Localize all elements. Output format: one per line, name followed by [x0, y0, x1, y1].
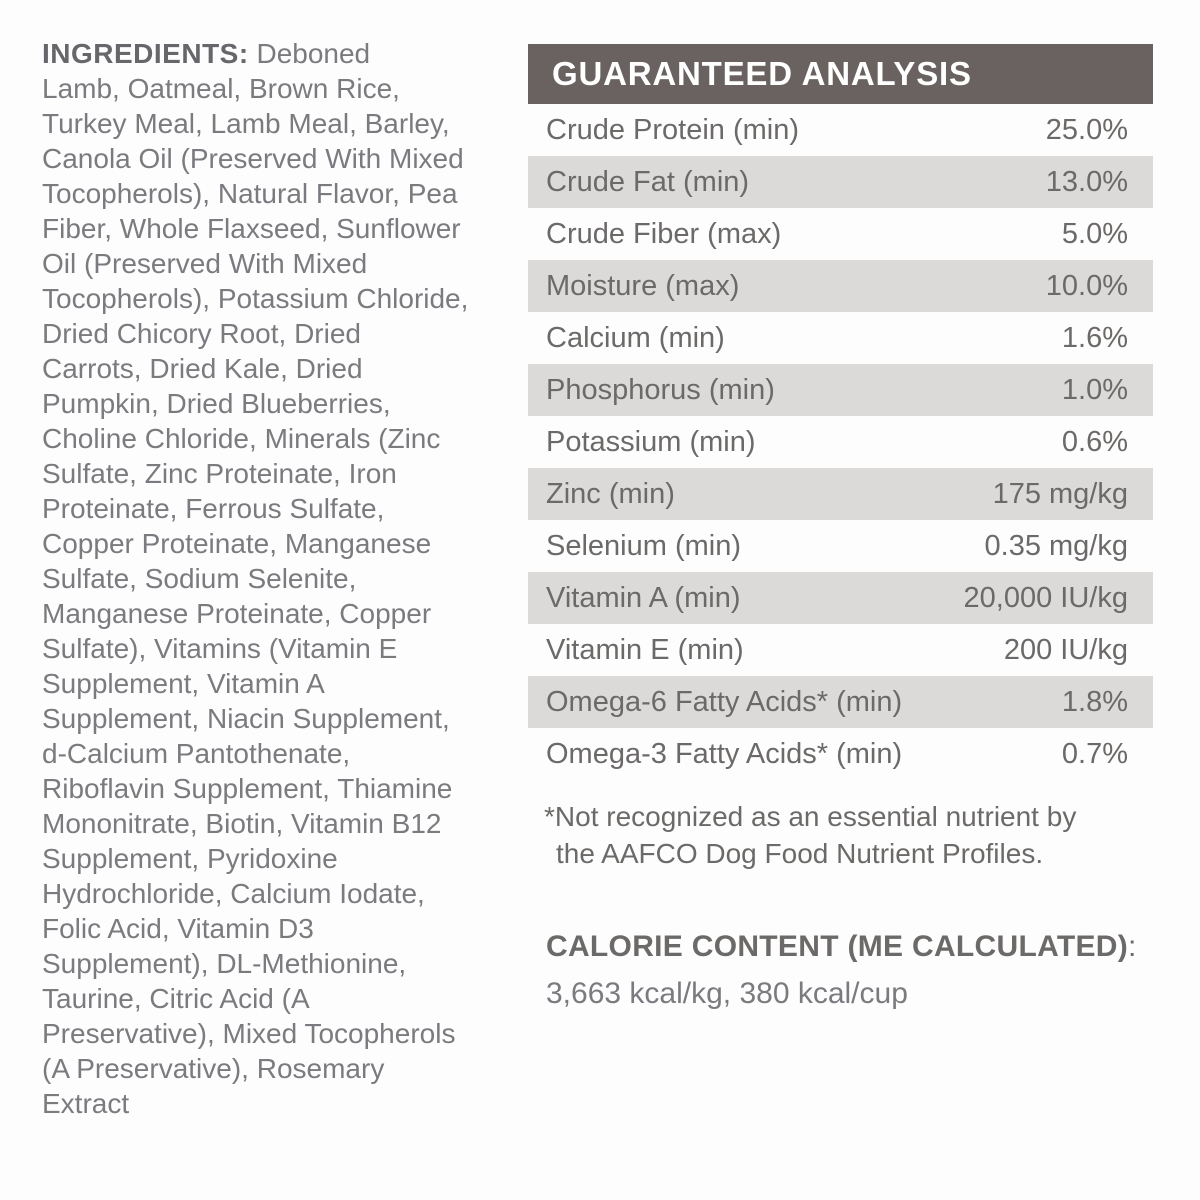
- analysis-row-value: 200 IU/kg: [1003, 633, 1128, 666]
- analysis-row: [528, 624, 1153, 676]
- analysis-row-value: 13.0%: [1045, 165, 1128, 198]
- guaranteed-analysis-title: GUARANTEED ANALYSIS: [552, 55, 972, 92]
- analysis-row: [528, 572, 1153, 624]
- guaranteed-analysis-table: [528, 104, 1153, 780]
- calorie-content-title-text: CALORIE CONTENT (ME CALCULATED): [546, 930, 1129, 963]
- ingredients-line: Supplement), DL-Methionine,: [42, 948, 407, 979]
- ingredients-line: Sulfate, Zinc Proteinate, Iron: [42, 458, 397, 489]
- analysis-row: [528, 416, 1153, 468]
- ingredients-line: Turkey Meal, Lamb Meal, Barley,: [42, 108, 450, 139]
- ingredients-line: Proteinate, Ferrous Sulfate,: [42, 493, 385, 524]
- ingredients-line: Folic Acid, Vitamin D3: [42, 913, 314, 944]
- ingredients-section: [42, 36, 512, 1121]
- analysis-row-label: Potassium (min): [546, 425, 756, 458]
- analysis-row-label: Vitamin E (min): [546, 633, 744, 666]
- analysis-row: [528, 312, 1153, 364]
- guaranteed-analysis-section: [528, 44, 1153, 1013]
- analysis-row-label: Vitamin A (min): [546, 581, 741, 614]
- analysis-row-value: 10.0%: [1045, 269, 1128, 302]
- analysis-row-value: 0.6%: [1061, 425, 1128, 458]
- ingredients-line: Supplement, Pyridoxine: [42, 843, 338, 874]
- analysis-row: [528, 364, 1153, 416]
- ingredients-line: Sulfate), Vitamins (Vitamin E: [42, 633, 398, 664]
- ingredients-line: Pumpkin, Dried Blueberries,: [42, 388, 391, 419]
- analysis-row-label: Omega-6 Fatty Acids* (min): [546, 685, 903, 718]
- ingredients-line: Riboflavin Supplement, Thiamine: [42, 773, 453, 804]
- analysis-row-label: Crude Fat (min): [546, 165, 750, 198]
- analysis-row: [528, 260, 1153, 312]
- analysis-row-label: Selenium (min): [546, 529, 741, 562]
- analysis-row: [528, 520, 1153, 572]
- ingredients-line: (A Preservative), Rosemary: [42, 1053, 385, 1084]
- ingredients-line: Mononitrate, Biotin, Vitamin B12: [42, 808, 442, 839]
- analysis-row: [528, 728, 1153, 780]
- analysis-row-label: Omega-3 Fatty Acids* (min): [546, 737, 903, 770]
- analysis-row-value: 20,000 IU/kg: [963, 581, 1128, 614]
- analysis-row-label: Crude Protein (min): [546, 113, 800, 146]
- ingredients-line: INGREDIENTS: Deboned: [42, 38, 371, 69]
- analysis-row-value: 175 mg/kg: [992, 477, 1128, 510]
- ingredients-line: Supplement, Vitamin A: [42, 668, 325, 699]
- footnote-line-1: *Not recognized as an essential nutrient by: [544, 801, 1077, 832]
- ingredients-line: Canola Oil (Preserved With Mixed: [42, 143, 464, 174]
- analysis-row-value: 0.7%: [1061, 737, 1128, 770]
- ingredients-line: Carrots, Dried Kale, Dried: [42, 353, 363, 384]
- calorie-content-section: [528, 928, 1153, 1013]
- ingredients-line: Taurine, Citric Acid (A: [42, 983, 310, 1014]
- ingredients-line: Lamb, Oatmeal, Brown Rice,: [42, 73, 400, 104]
- ingredients-line: Extract: [42, 1088, 130, 1119]
- guaranteed-analysis-header: [528, 44, 1153, 104]
- ingredients-line: Preservative), Mixed Tocopherols: [42, 1018, 456, 1049]
- ingredients-line: Copper Proteinate, Manganese: [42, 528, 432, 559]
- ingredients-line: Choline Chloride, Minerals (Zinc: [42, 423, 441, 454]
- ingredients-line: Dried Chicory Root, Dried: [42, 318, 361, 349]
- ingredients-line: Sulfate, Sodium Selenite,: [42, 563, 357, 594]
- calorie-content-values: 3,663 kcal/kg, 380 kcal/cup: [546, 977, 908, 1010]
- analysis-row-label: Zinc (min): [546, 477, 675, 510]
- analysis-row-value: 0.35 mg/kg: [984, 529, 1128, 562]
- analysis-row-label: Moisture (max): [546, 269, 740, 302]
- ingredients-line: Fiber, Whole Flaxseed, Sunflower: [42, 213, 461, 244]
- ingredients-line: Supplement, Niacin Supplement,: [42, 703, 450, 734]
- analysis-row: [528, 156, 1153, 208]
- ingredients-line: Oil (Preserved With Mixed: [42, 248, 368, 279]
- ingredients-line: Tocopherols), Potassium Chloride,: [42, 283, 469, 314]
- ingredients-line: Tocopherols), Natural Flavor, Pea: [42, 178, 458, 209]
- ingredients-text: [42, 36, 512, 1121]
- analysis-row: [528, 468, 1153, 520]
- analysis-row: [528, 676, 1153, 728]
- analysis-row: [528, 104, 1153, 156]
- ingredients-line: Hydrochloride, Calcium Iodate,: [42, 878, 425, 909]
- footnote-line-2: the AAFCO Dog Food Nutrient Profiles.: [556, 838, 1044, 869]
- ingredients-heading: INGREDIENTS:: [42, 38, 249, 69]
- calorie-content-colon: :: [1128, 930, 1137, 963]
- aafco-footnote: [528, 798, 1153, 872]
- analysis-row-label: Calcium (min): [546, 321, 725, 354]
- analysis-row-label: Phosphorus (min): [546, 373, 775, 406]
- calorie-content-title: [546, 928, 1153, 966]
- analysis-row-value: 1.0%: [1061, 373, 1128, 406]
- analysis-row-value: 1.8%: [1061, 685, 1128, 718]
- ingredients-line: Manganese Proteinate, Copper: [42, 598, 432, 629]
- analysis-row: [528, 208, 1153, 260]
- analysis-row-value: 1.6%: [1061, 321, 1128, 354]
- analysis-row-value: 25.0%: [1045, 113, 1128, 146]
- ingredients-line: d-Calcium Pantothenate,: [42, 738, 351, 769]
- analysis-row-label: Crude Fiber (max): [546, 217, 782, 250]
- analysis-row-value: 5.0%: [1061, 217, 1128, 250]
